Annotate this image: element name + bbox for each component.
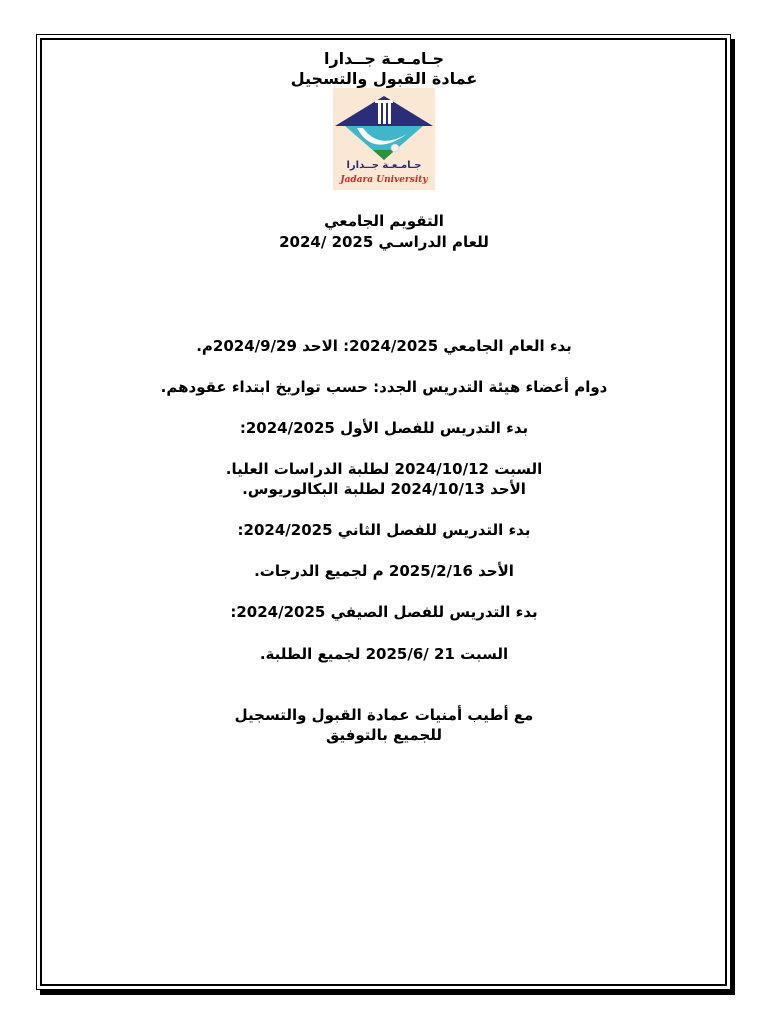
first-semester-undergrad-date: الأحد 2024/10/13 لطلبة البكالوريوس. [242,480,526,498]
calendar-title: التقويم الجامعي [324,212,444,230]
logo-english-text: Jadara University [340,175,428,185]
university-name: جـامـعـة جــدارا [323,49,445,68]
second-semester-date: الأحد 2025/2/16 م لجميع الدرجات. [254,562,514,580]
closing-wishes: مع أطيب أمنيات عمادة القبول والتسجيل [234,706,534,724]
summer-semester-date: السبت 21 /2025/6 لجميع الطلبة. [259,645,509,663]
start-academic-year: بدء العام الجامعي 2024/2025: الاحد 2024/9/29م. [196,337,572,355]
summer-semester-heading: بدء التدريس للفصل الصيفي 2024/2025: [230,603,538,621]
first-semester-graduate-date: السبت 2024/10/12 لطلبة الدراسات العليا. [225,460,543,478]
closing-good-luck: للجميع بالتوفيق [325,726,443,744]
jadara-university-logo [333,88,435,190]
deanship-name: عمادة القبول والتسجيل [290,69,478,88]
academic-year-title: للعام الدراسـي 2025 /2024 [279,233,489,251]
first-semester-heading: بدء التدريس للفصل الأول 2024/2025: [239,419,529,437]
new-faculty-attendance: دوام أعضاء هيئة التدريس الجدد: حسب تواريخ ابتداء عقودهم. [160,378,608,396]
logo-arabic-text: جـامـعـة جــدارا [346,160,422,171]
second-semester-heading: بدء التدريس للفصل الثاني 2024/2025: [237,521,531,539]
